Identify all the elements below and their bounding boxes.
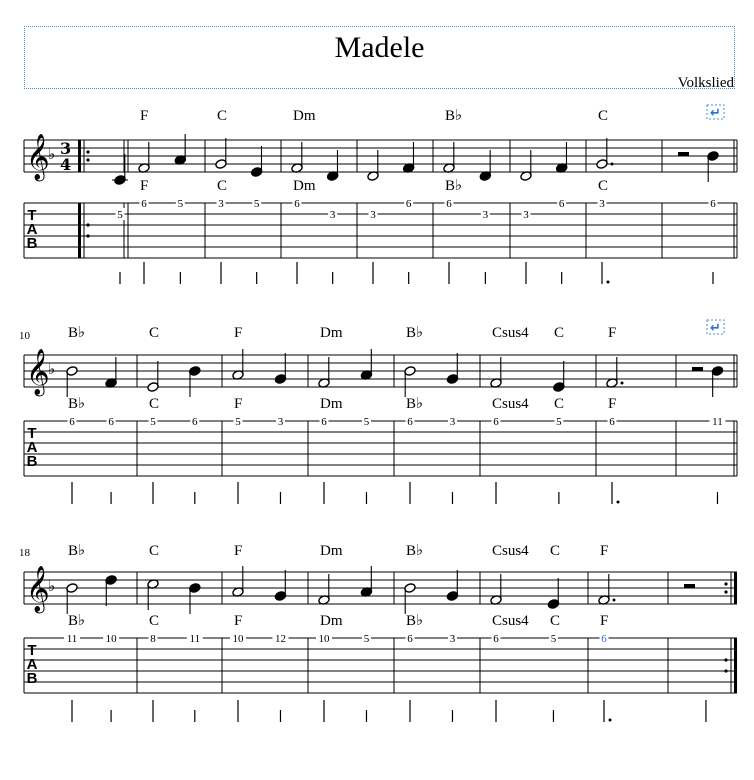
tab-chord-symbol[interactable]: F [234,613,243,629]
chord-symbol[interactable]: F [600,543,609,559]
fret-number[interactable]: 6 [69,416,75,428]
augmentation-dot [611,163,614,166]
tab-chord-symbol[interactable]: C [149,613,160,629]
fret-number[interactable]: 6 [493,416,499,428]
score-title[interactable]: Madele [334,31,425,64]
tab-chord-symbol[interactable]: C [550,613,561,629]
tab-chord-symbol[interactable]: F [234,396,243,412]
fret-number[interactable]: 5 [253,198,260,210]
fret-number[interactable]: 3 [599,198,605,210]
fret-number[interactable]: 6 [141,198,147,210]
half-rest[interactable] [692,367,703,371]
chord-symbol[interactable]: Dm [320,325,343,341]
measure[interactable] [598,543,668,722]
measure[interactable] [404,325,480,504]
rhythm-dot [607,281,610,284]
repeat-dot [724,590,727,593]
composer[interactable]: Volkslied [677,75,734,91]
fret-number[interactable]: 5 [177,198,184,210]
fret-number[interactable]: 6 [405,198,412,210]
key-signature-flat-icon: ♭ [48,360,56,378]
chord-symbol[interactable]: Dm [293,108,316,124]
chord-symbol[interactable]: B♭ [445,108,463,124]
tab-chord-symbol[interactable]: F [608,396,617,412]
repeat-dot [86,223,89,226]
chord-symbol[interactable]: Csus4 [492,325,529,341]
fret-number[interactable]: 6 [609,416,615,428]
chord-symbol[interactable]: C [149,543,160,559]
treble-clef-icon: 𝄞 [26,349,50,395]
chord-symbol[interactable]: C [598,108,609,124]
fret-number[interactable]: 5 [363,633,370,645]
tab-clef-letter: T [27,425,37,442]
tab-chord-symbol[interactable]: Csus4 [492,396,529,412]
line-break-icon[interactable]: ↵ [710,321,721,336]
fret-number[interactable]: 6 [446,198,452,210]
fret-number[interactable]: 3 [277,416,284,428]
tab-clef-letter: B [26,453,38,470]
measure[interactable] [147,543,222,722]
fret-number[interactable]: 11 [66,633,78,645]
tab-chord-symbol[interactable]: Csus4 [492,613,529,629]
system-3 [19,543,737,722]
fret-number[interactable]: 10 [105,633,117,645]
tab-chord-symbol[interactable]: Dm [293,178,316,194]
chord-symbol[interactable]: B♭ [68,325,86,341]
fret-number[interactable]: 3 [329,209,336,221]
chord-symbol[interactable]: B♭ [406,325,424,341]
measure[interactable] [606,325,676,504]
tab-chord-symbol[interactable]: B♭ [445,178,463,194]
treble-clef-icon: 𝄞 [26,134,50,180]
chord-symbol[interactable]: Dm [320,543,343,559]
augmentation-dot [613,599,616,602]
chord-symbol[interactable]: Csus4 [492,543,529,559]
fret-number[interactable]: 3 [523,209,529,221]
fret-number[interactable]: 3 [449,633,456,645]
measure-number: 10 [19,330,30,342]
chord-symbol[interactable]: F [608,325,617,341]
chord-symbol[interactable]: F [234,543,243,559]
tab-chord-symbol[interactable]: Dm [320,396,343,412]
repeat-dot [86,234,89,237]
measure[interactable] [318,325,394,504]
fret-number[interactable]: 3 [218,198,224,210]
fret-number[interactable]: 11 [189,633,201,645]
fret-number[interactable]: 6 [710,198,716,210]
measure[interactable] [490,325,596,504]
measure[interactable] [147,325,222,504]
half-rest[interactable] [678,152,689,156]
start-repeat-thick [78,203,81,258]
fret-number[interactable]: 6 [493,633,499,645]
fret-number[interactable]: 5 [117,209,123,221]
measure[interactable] [684,572,737,722]
fret-number[interactable]: 3 [449,416,456,428]
chord-symbol[interactable]: F [140,108,149,124]
fret-number[interactable]: 6 [558,198,565,210]
tab-chord-symbol[interactable]: B♭ [406,613,424,629]
key-signature-flat-icon: ♭ [48,145,56,163]
tab-chord-symbol[interactable]: F [140,178,149,194]
chord-symbol[interactable]: B♭ [68,543,86,559]
fret-number[interactable]: 6 [108,416,114,428]
chord-symbol[interactable]: C [217,108,228,124]
tab-chord-symbol[interactable]: B♭ [68,613,86,629]
tab-clef-letter: T [27,642,37,659]
tab-chord-symbol[interactable]: F [600,613,609,629]
measure[interactable] [678,140,737,284]
measure[interactable] [520,140,586,284]
rhythm-dot [609,719,612,722]
fret-number[interactable]: 10 [318,633,330,645]
tab-clef-letter: B [26,670,38,687]
measure[interactable] [404,543,480,722]
key-signature-flat-icon: ♭ [48,577,56,595]
time-signature-top: 3 [60,139,72,158]
fret-number[interactable]: 6 [192,416,198,428]
measure[interactable] [232,325,308,504]
fret-number[interactable]: 3 [370,209,376,221]
measure[interactable] [692,355,737,504]
repeat-dot [724,582,727,585]
tab-clef-letter: A [26,221,38,238]
rhythm-dot [617,501,620,504]
tab-chord-symbol[interactable]: B♭ [68,396,86,412]
end-repeat-thick [734,572,737,604]
fret-number[interactable]: 6 [407,633,413,645]
measure[interactable] [490,543,588,722]
fret-number[interactable]: 5 [550,633,557,645]
tab-chord-symbol[interactable]: Dm [320,613,343,629]
fret-number[interactable]: 5 [235,416,241,428]
fret-number[interactable]: 6 [321,416,327,428]
fret-number[interactable]: 8 [150,633,156,645]
half-rest[interactable] [684,584,695,588]
repeat-dot [724,658,727,661]
fret-number[interactable]: 5 [150,416,156,428]
chord-symbol[interactable]: C [149,325,160,341]
augmentation-dot [621,382,624,385]
fret-number[interactable]: 6 [294,198,300,210]
measure-number: 18 [19,547,30,559]
repeat-dot [86,150,89,153]
tab-clef-letter: A [26,656,38,673]
tab-chord-symbol[interactable]: B♭ [406,396,424,412]
chord-symbol[interactable]: C [550,543,561,559]
repeat-dot [724,669,727,672]
tab-chord-symbol[interactable]: C [149,396,160,412]
fret-number[interactable]: 3 [482,209,489,221]
fret-number[interactable]: 10 [232,633,244,645]
system-2 [19,320,737,504]
tab-clef-letter: A [26,439,38,456]
time-signature-bottom: 4 [60,155,72,174]
measure[interactable] [112,140,128,284]
measure[interactable] [64,543,137,722]
measure[interactable] [66,325,137,504]
tab-chord-symbol[interactable]: C [598,178,609,194]
treble-clef-icon: 𝄞 [26,566,50,612]
line-break-icon[interactable]: ↵ [710,106,721,121]
fret-number[interactable]: 5 [556,416,562,428]
fret-number[interactable]: 6 [407,416,413,428]
chord-symbol[interactable]: B♭ [406,543,424,559]
end-repeat-thick [734,638,737,693]
tab-clef-letter: B [26,235,38,252]
tab-chord-symbol[interactable]: C [554,396,565,412]
repeat-dot [86,158,89,161]
chord-symbol[interactable]: F [234,325,243,341]
system-1 [24,105,737,284]
fret-number[interactable]: 5 [363,416,370,428]
start-repeat-thick [78,140,81,172]
measure[interactable] [367,140,433,284]
chord-symbol[interactable]: C [554,325,565,341]
fret-number[interactable]: 12 [274,633,286,645]
fret-number[interactable]: 11 [712,416,723,428]
tab-chord-symbol[interactable]: C [217,178,228,194]
measure[interactable] [316,543,394,722]
fret-number[interactable]: 6 [601,633,607,645]
tab-clef-letter: T [27,207,37,224]
measure[interactable] [230,543,308,722]
